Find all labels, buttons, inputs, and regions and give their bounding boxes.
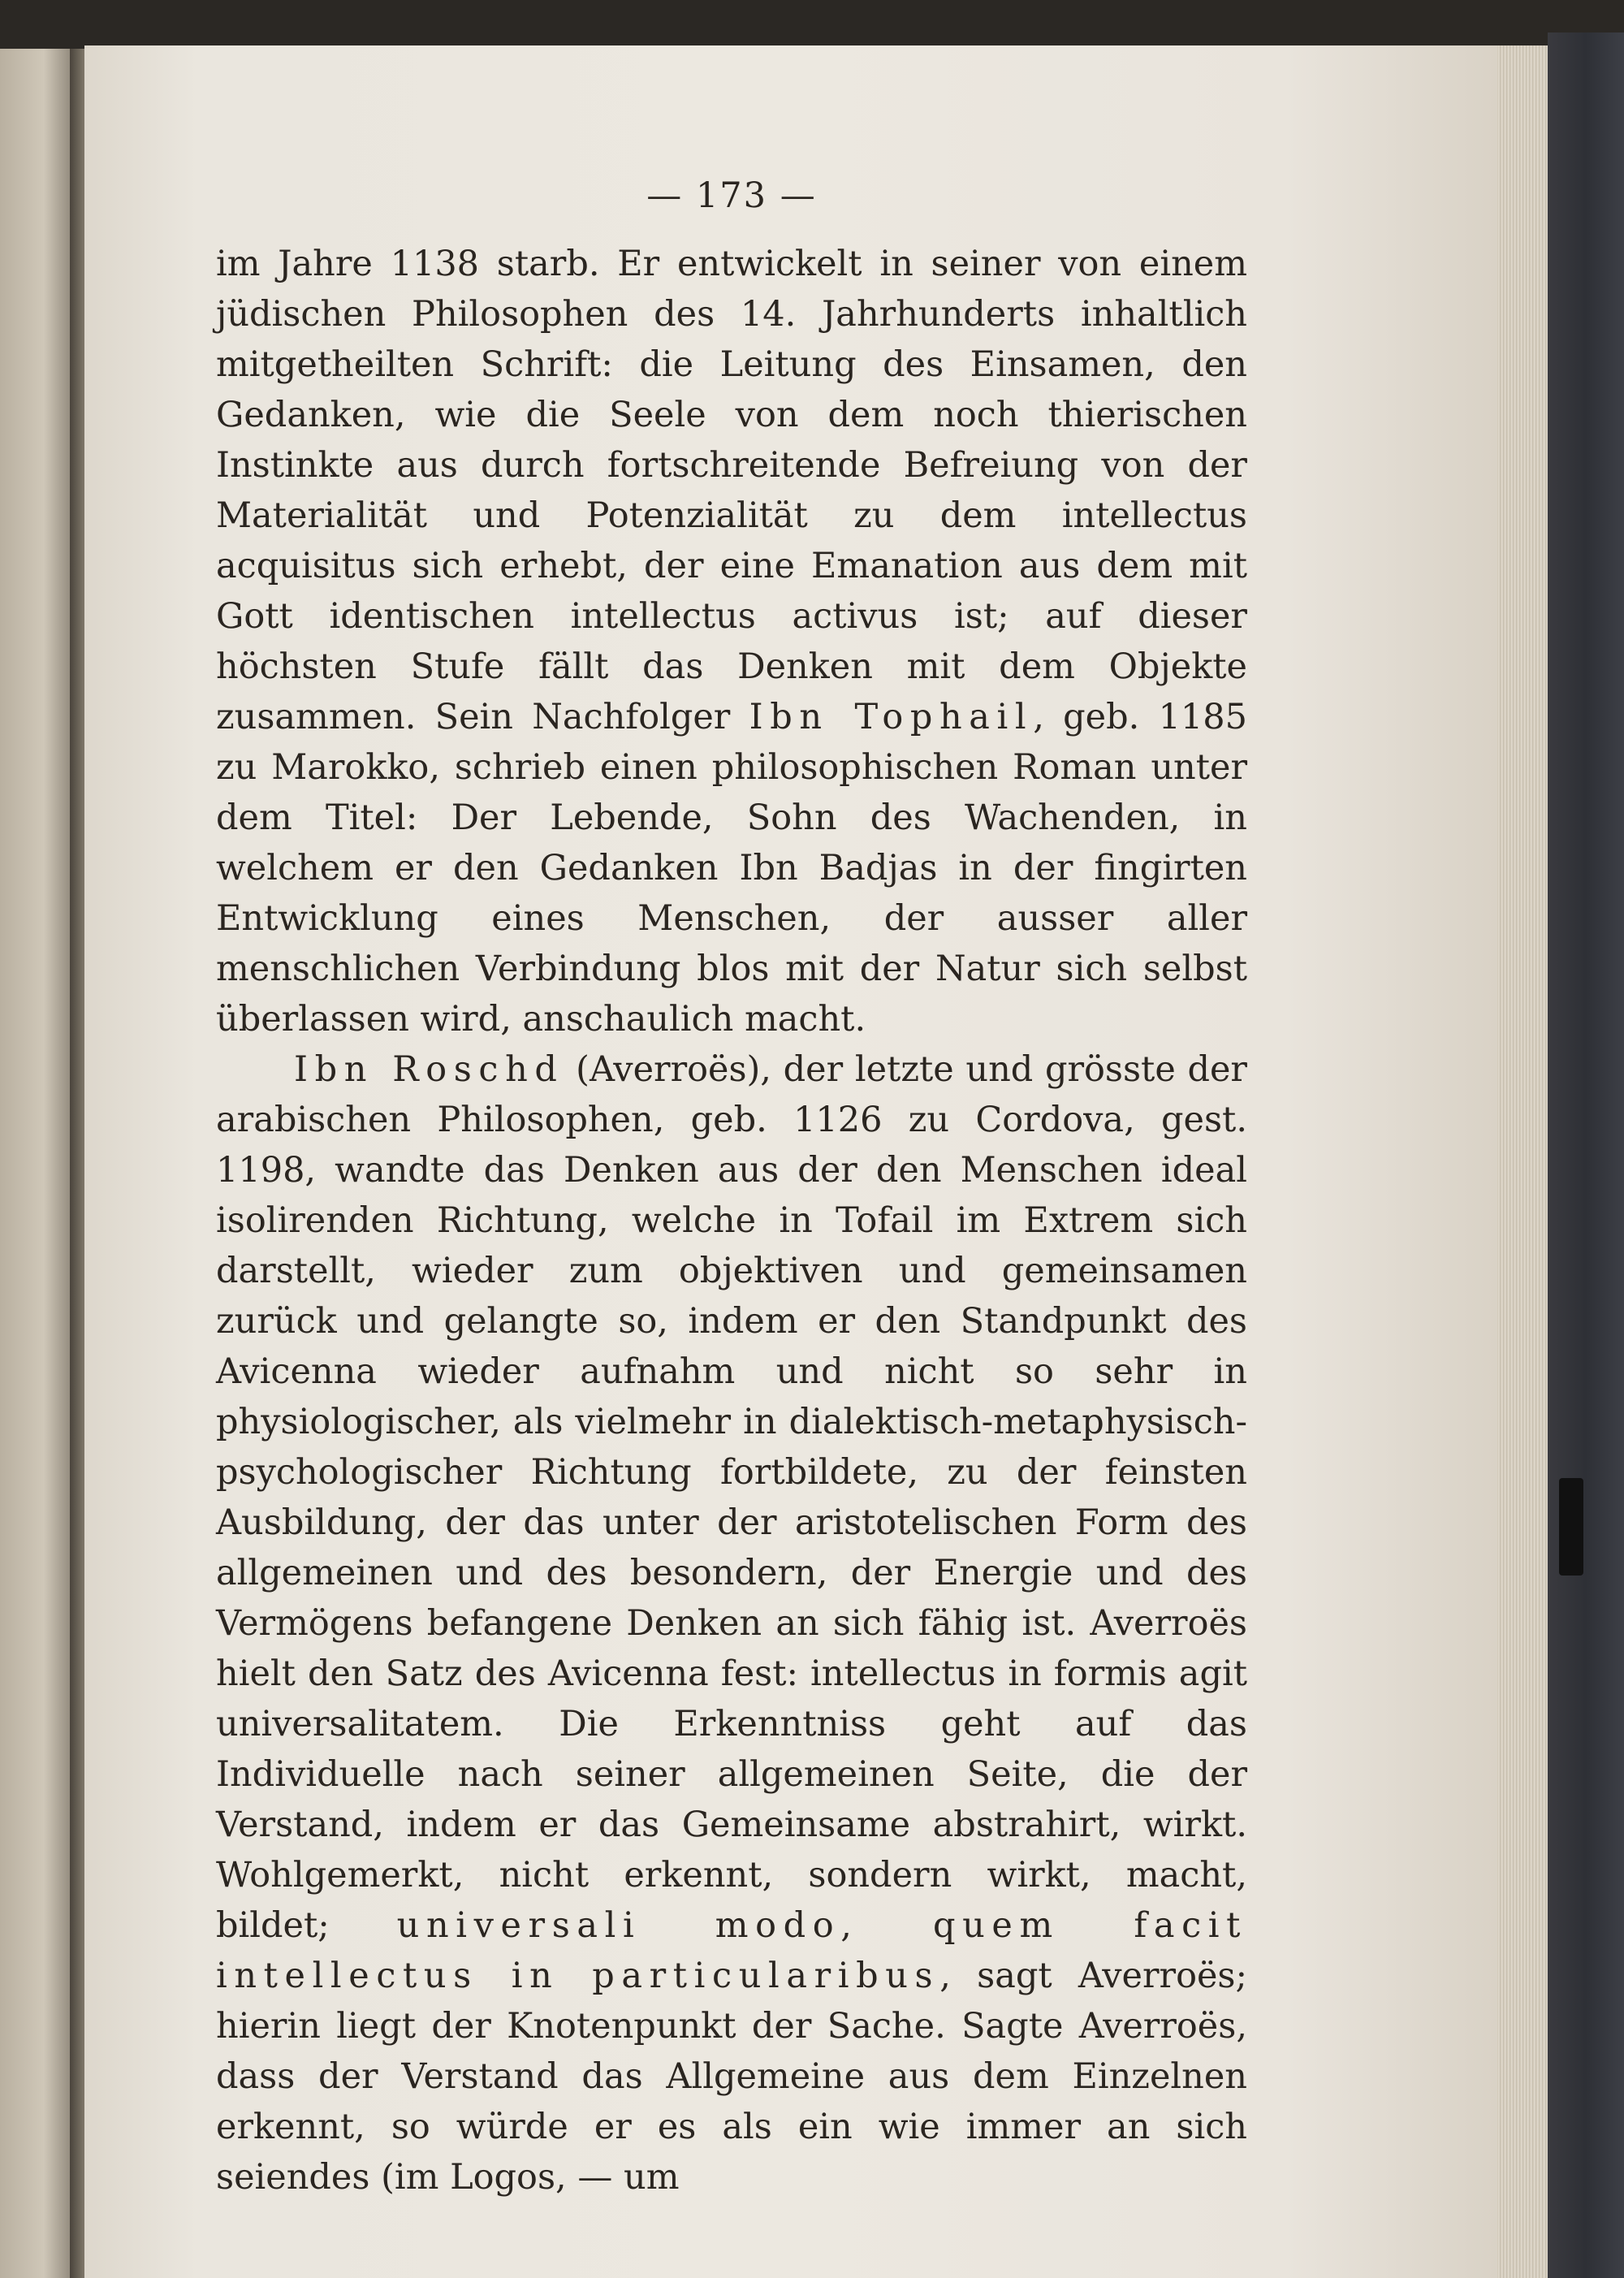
text-segment: , sagt Averroës; hierin liegt der Knotenpunkt der Sache. Sagte Averroës, dass der Verstand das Allgemeine aus dem Einzelnen erkennt, so würde er es als ein wie immer an sich seiendes (im Logos, — um: [216, 1956, 1247, 2198]
paragraph-2: [216, 1044, 1247, 2202]
binding-clip: [1559, 1478, 1583, 1576]
page-number: — 173 —: [646, 175, 817, 216]
spaced-name-ibn-roschd: Ibn Roschd: [294, 1049, 564, 1090]
spaced-latin-quote: universali modo, quem facit intellectus in particularibus: [216, 1905, 1247, 1996]
book-cover-edge: [1548, 32, 1624, 2278]
page-block-edges: [1497, 45, 1548, 2278]
text-segment: im Jahre 1138 starb. Er entwickelt in seiner von einem jüdischen Philosophen des 14. Jahrhunderts inhaltlich mitgetheilten Schrift: die Leitung des Einsamen, den Gedanken, wie die Seele von dem noch thierischen Instinkte aus durch fortschreitende Befreiung von der Materialität und Potenzialität zu dem intellectus acquisitus sich erhebt, der eine Emanation aus dem mit Gott identischen intellectus activus ist; auf dieser höchsten Stufe fällt das Denken mit dem Objekte zusammen. Sein Nachfolger: [216, 244, 1247, 737]
spaced-name-ibn-tophail: Ibn Tophail: [749, 697, 1034, 737]
text-segment: , geb. 1185 zu Marokko, schrieb einen philosophischen Roman unter dem Titel: Der Lebende, Sohn des Wachenden, in welchem er den Gedanken Ibn Badjas in der fingirten Entwicklung eines Menschen, der ausser aller menschlichen Verbindung blos mit der Natur sich selbst überlassen wird, anschaulich macht.: [216, 697, 1247, 1040]
paragraph-1: [216, 239, 1247, 1044]
text-segment: (Averroës), der letzte und grösste der arabischen Philosophen, geb. 1126 zu Cordova, gest. 1198, wandte das Denken aus der den Menschen ideal isolirenden Richtung, welche in Tofail im Extrem sich darstellt, wieder zum objektiven und gemeinsamen zurück und gelangte so, indem er den Standpunkt des Avicenna wieder aufnahm und nicht so sehr in physiologischer, als vielmehr in dialektisch-metaphysisch-psychologischer Richtung fortbildete, zu der feinsten Ausbildung, der das unter der aristotelischen Form des allgemeinen und des besondern, der Energie und des Vermögens befangene Denken an sich fähig ist. Averroës hielt den Satz des Avicenna fest: intellectus in formis agit universalitatem. Die Erkenntniss geht auf das Individuelle nach seiner allgemeinen Seite, die der Verstand, indem er das Gemeinsame abstrahirt, wirkt. Wohlgemerkt, nicht erkennt, sondern wirkt, macht, bildet;: [216, 1049, 1247, 1946]
page-text-block: [216, 171, 1247, 2202]
facing-page-edge: [0, 49, 73, 2278]
